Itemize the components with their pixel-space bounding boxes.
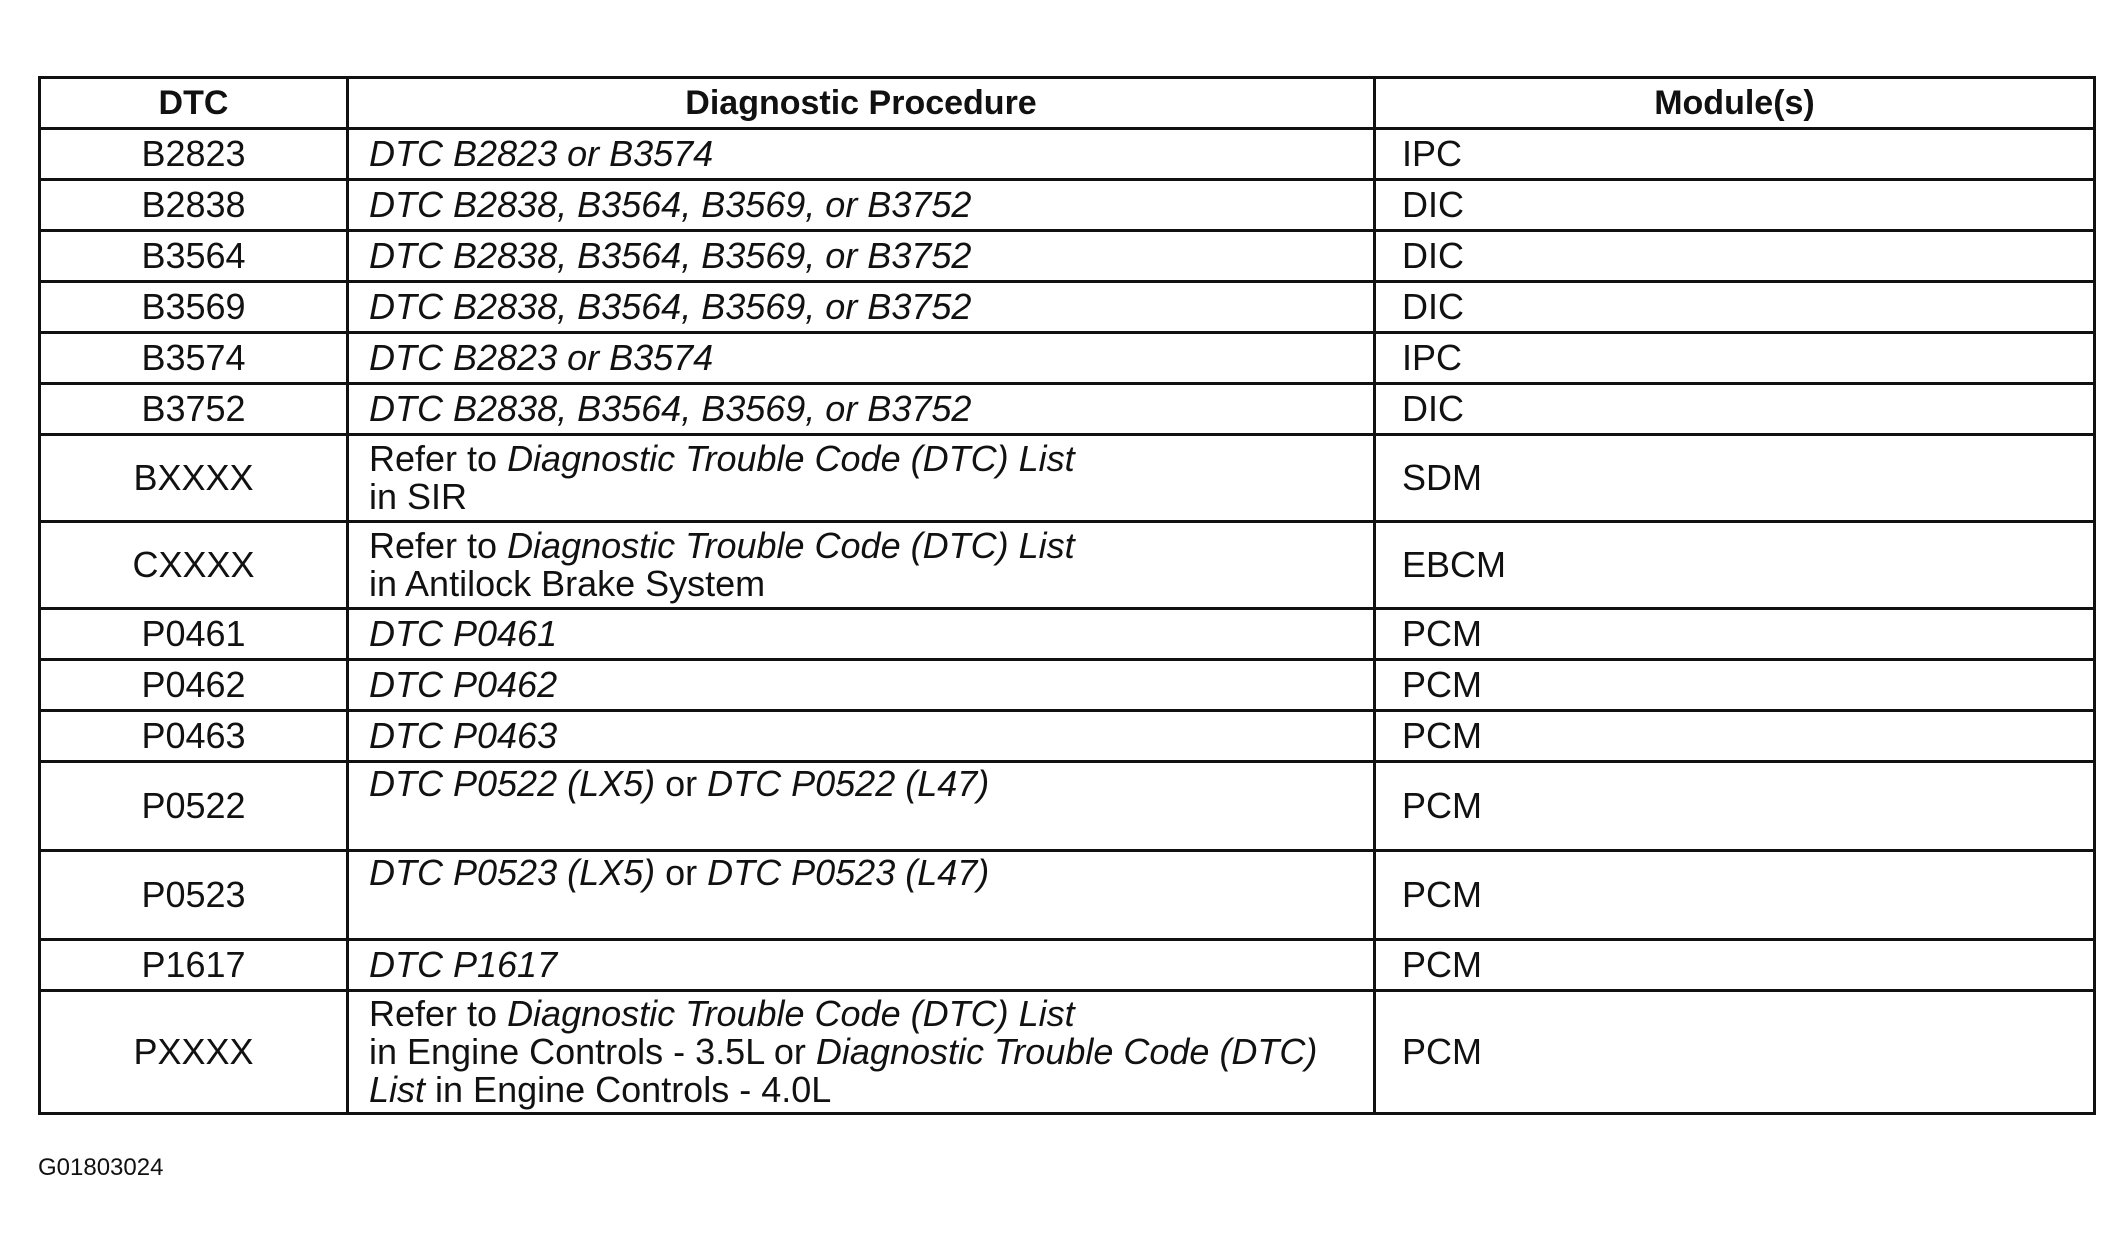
- header-diagnostic-procedure: Diagnostic Procedure: [348, 78, 1375, 129]
- dtc-code: B3564: [40, 231, 348, 282]
- dtc-code: CXXXX: [40, 522, 348, 609]
- procedure-link-text: DTC B2838, B3564, B3569, or B3752: [369, 184, 972, 225]
- diagnostic-procedure: [348, 660, 1375, 711]
- procedure-link-text: DTC P0523 (L47): [707, 852, 990, 893]
- module: PCM: [1375, 711, 2095, 762]
- diagnostic-procedure: [348, 180, 1375, 231]
- dtc-code: BXXXX: [40, 435, 348, 522]
- module: DIC: [1375, 384, 2095, 435]
- figure-id: G01803024: [38, 1154, 164, 1181]
- module: SDM: [1375, 435, 2095, 522]
- procedure-text: in Antilock Brake System: [369, 563, 766, 604]
- module: DIC: [1375, 282, 2095, 333]
- module: PCM: [1375, 609, 2095, 660]
- procedure-line: [369, 995, 1353, 1033]
- procedure-text: Refer to: [369, 525, 508, 566]
- procedure-link-text: DTC P0461: [369, 613, 558, 654]
- table-row: [40, 522, 2095, 609]
- procedure-link-text: DTC P0522 (L47): [707, 763, 990, 804]
- module: PCM: [1375, 940, 2095, 991]
- procedure-link-text: List: [369, 1069, 426, 1110]
- table-row: [40, 180, 2095, 231]
- module: IPC: [1375, 129, 2095, 180]
- header-modules: Module(s): [1375, 78, 2095, 129]
- procedure-link-text: DTC B2838, B3564, B3569, or B3752: [369, 235, 972, 276]
- procedure-link-text: DTC P1617: [369, 944, 558, 985]
- table-row: [40, 711, 2095, 762]
- module: DIC: [1375, 231, 2095, 282]
- procedure-link-text: DTC B2838, B3564, B3569, or B3752: [369, 388, 972, 429]
- diagnostic-procedure: [348, 333, 1375, 384]
- diagnostic-procedure: [348, 762, 1375, 851]
- diagnostic-procedure: [348, 522, 1375, 609]
- diagnostic-procedure: [348, 435, 1375, 522]
- diagnostic-procedure: [348, 231, 1375, 282]
- table-row: [40, 762, 2095, 851]
- diagnostic-procedure: [348, 282, 1375, 333]
- dtc-code: B3752: [40, 384, 348, 435]
- procedure-line: [369, 1033, 1353, 1071]
- table-row: [40, 851, 2095, 940]
- table-row: [40, 384, 2095, 435]
- dtc-code: P0462: [40, 660, 348, 711]
- procedure-text: or: [655, 852, 708, 893]
- table-row: [40, 991, 2095, 1114]
- table-row: [40, 609, 2095, 660]
- dtc-code: B3574: [40, 333, 348, 384]
- procedure-link-text: DTC P0462: [369, 664, 558, 705]
- module: IPC: [1375, 333, 2095, 384]
- procedure-link-text: Diagnostic Trouble Code (DTC): [815, 1031, 1318, 1072]
- procedure-text: Refer to: [369, 438, 508, 479]
- dtc-code: B3569: [40, 282, 348, 333]
- dtc-code: P0461: [40, 609, 348, 660]
- module: EBCM: [1375, 522, 2095, 609]
- procedure-link-text: DTC B2838, B3564, B3569, or B3752: [369, 286, 972, 327]
- module: PCM: [1375, 851, 2095, 940]
- diagnostic-procedure: [348, 851, 1375, 940]
- diagnostic-procedure: [348, 711, 1375, 762]
- procedure-line: [369, 440, 1353, 478]
- table-row: [40, 282, 2095, 333]
- dtc-code: PXXXX: [40, 991, 348, 1114]
- procedure-text: in SIR: [369, 476, 468, 517]
- procedure-line: [369, 527, 1353, 565]
- procedure-text: or: [655, 763, 708, 804]
- procedure-line: [369, 1071, 1353, 1109]
- table-row: [40, 940, 2095, 991]
- dtc-code: P1617: [40, 940, 348, 991]
- procedure-link-text: Diagnostic Trouble Code (DTC) List: [507, 438, 1075, 479]
- dtc-code: P0463: [40, 711, 348, 762]
- table-row: [40, 435, 2095, 522]
- procedure-link-text: DTC P0523 (LX5): [369, 852, 656, 893]
- dtc-code: P0522: [40, 762, 348, 851]
- diagnostic-procedure: [348, 384, 1375, 435]
- table-row: [40, 660, 2095, 711]
- table-row: [40, 129, 2095, 180]
- procedure-link-text: Diagnostic Trouble Code (DTC) List: [507, 993, 1075, 1034]
- header-dtc: DTC: [40, 78, 348, 129]
- diagnostic-procedure: [348, 991, 1375, 1114]
- diagnostic-procedure: [348, 129, 1375, 180]
- procedure-link-text: DTC B2823 or B3574: [369, 337, 714, 378]
- module: PCM: [1375, 762, 2095, 851]
- dtc-code: B2823: [40, 129, 348, 180]
- table-row: [40, 333, 2095, 384]
- procedure-link-text: DTC P0463: [369, 715, 558, 756]
- procedure-link-text: Diagnostic Trouble Code (DTC) List: [507, 525, 1075, 566]
- table-header-row: [40, 78, 2095, 129]
- procedure-link-text: DTC B2823 or B3574: [369, 133, 714, 174]
- dtc-table: [38, 76, 2096, 1115]
- procedure-link-text: DTC P0522 (LX5): [369, 763, 656, 804]
- procedure-text: in Engine Controls - 4.0L: [425, 1069, 832, 1110]
- dtc-code: P0523: [40, 851, 348, 940]
- procedure-text: Refer to: [369, 993, 508, 1034]
- diagnostic-procedure: [348, 609, 1375, 660]
- table-row: [40, 231, 2095, 282]
- module: PCM: [1375, 660, 2095, 711]
- diagnostic-procedure: [348, 940, 1375, 991]
- dtc-code: B2838: [40, 180, 348, 231]
- module: PCM: [1375, 991, 2095, 1114]
- procedure-text: in Engine Controls - 3.5L or: [369, 1031, 816, 1072]
- module: DIC: [1375, 180, 2095, 231]
